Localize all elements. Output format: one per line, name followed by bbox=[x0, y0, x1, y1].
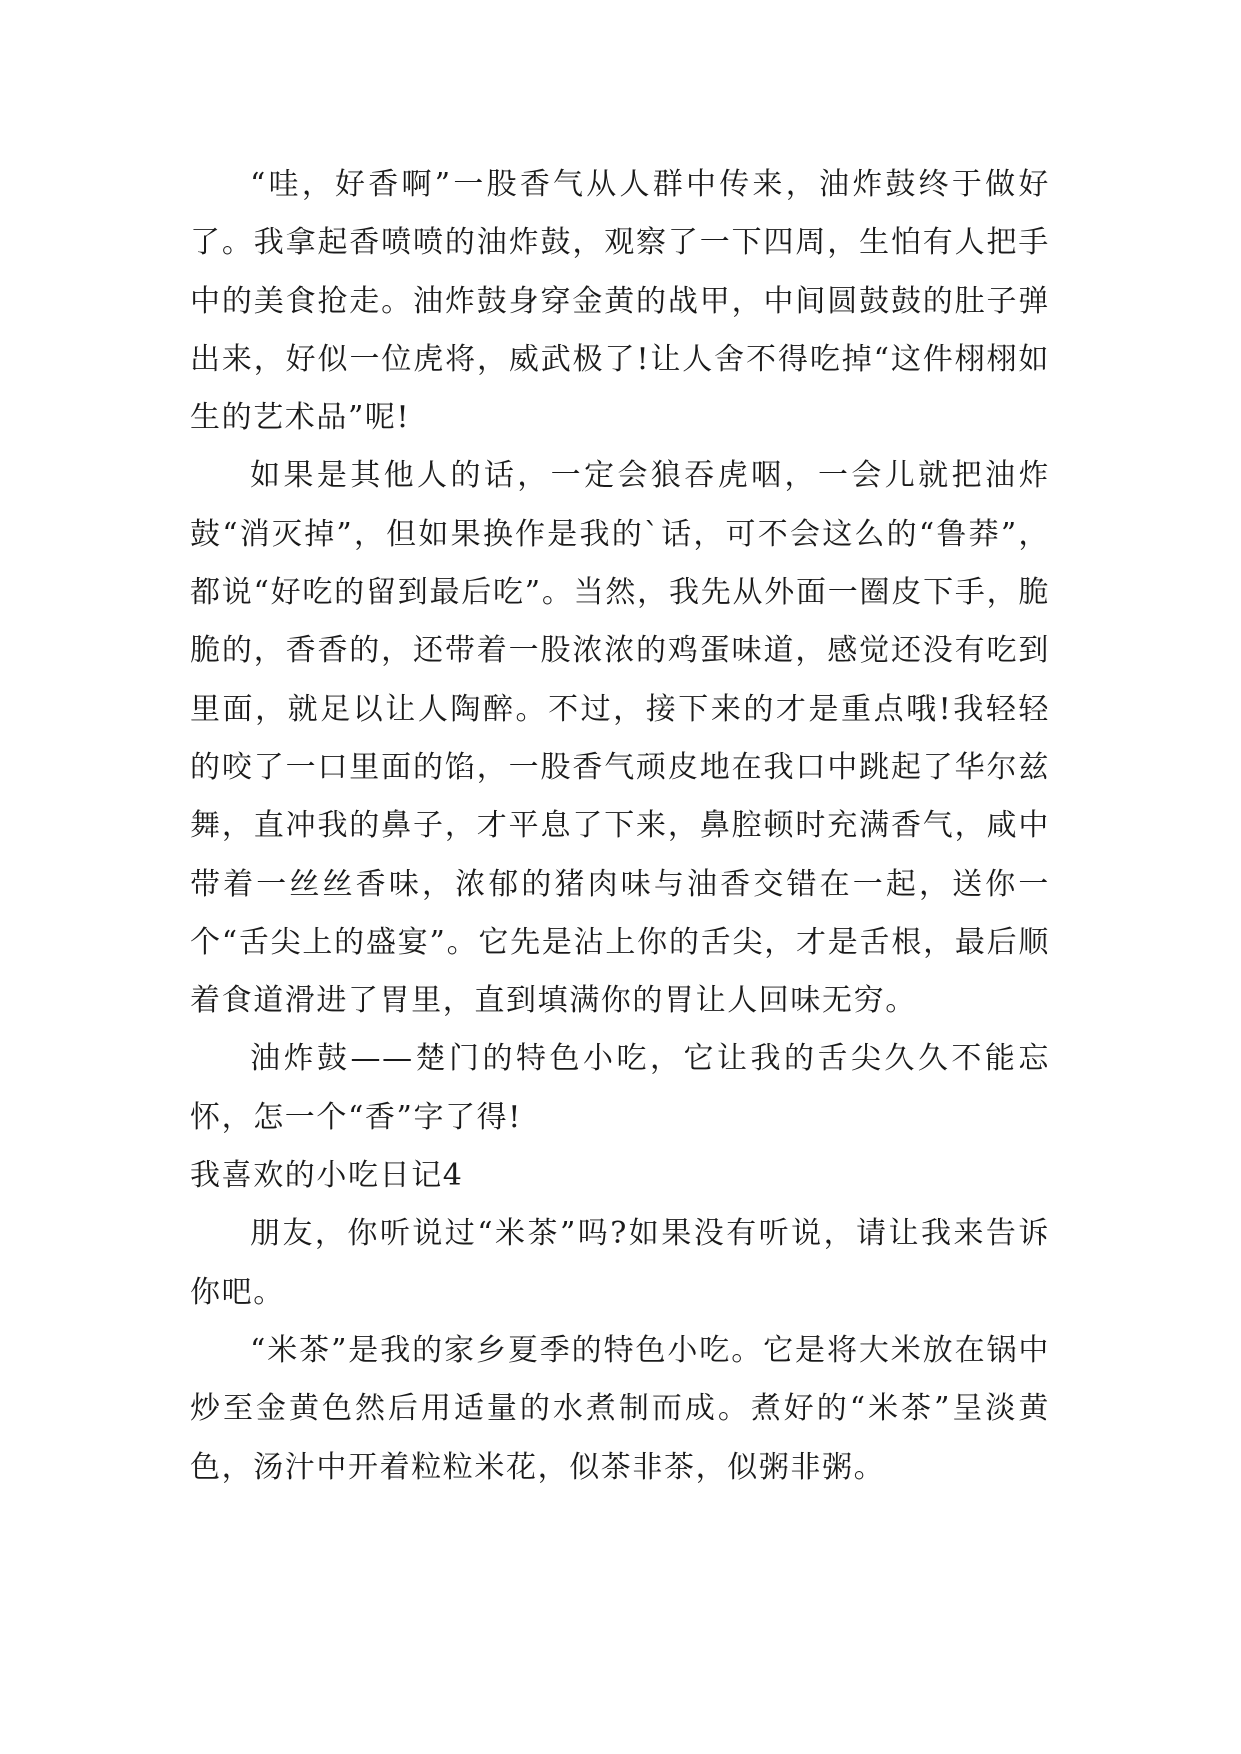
paragraph: “哇，好香啊”一股香气从人群中传来，油炸鼓终于做好了。我拿起香喷喷的油炸鼓，观察了一下四周，生怕有人把手中的美食抢走。油炸鼓身穿金黄的战甲，中间圆鼓鼓的肚子弹出来，好似一位虎将，威武极了!让人舍不得吃掉“这件栩栩如生的艺术品”呢! bbox=[190, 167, 1050, 436]
paragraph: “米茶”是我的家乡夏季的特色小吃。它是将大米放在锅中炒至金黄色然后用适量的水煮制而成。煮好的“米茶”呈淡黄色，汤汁中开着粒粒米花，似茶非茶，似粥非粥。 bbox=[190, 1332, 1050, 1485]
document-page bbox=[190, 156, 1050, 1497]
paragraph: 如果是其他人的话，一定会狼吞虎咽，一会儿就把油炸鼓“消灭掉”，但如果换作是我的`话，可不会这么的“鲁莽”，都说“好吃的留到最后吃”。当然，我先从外面一圈皮下手，脆脆的，香香的，还带着一股浓浓的鸡蛋味道，感觉还没有吃到里面，就足以让人陶醉。不过，接下来的才是重点哦!我轻轻的咬了一口里面的馅，一股香气顽皮地在我口中跳起了华尔兹舞，直冲我的鼻子，才平息了下来，鼻腔顿时充满香气，咸中带着一丝丝香味，浓郁的猪肉味与油香交错在一起，送你一个“舌尖上的盛宴”。它先是沾上你的舌尖，才是舌根，最后顺着食道滑进了胃里，直到填满你的胃让人回味无穷。 bbox=[190, 458, 1050, 1019]
paragraph: 油炸鼓——楚门的特色小吃，它让我的舌尖久久不能忘怀，怎一个“香”字了得! bbox=[190, 1041, 1050, 1135]
section-heading: 我喜欢的小吃日记4 bbox=[190, 1158, 464, 1194]
paragraph: 朋友，你听说过“米茶”吗?如果没有听说，请让我来告诉你吧。 bbox=[190, 1216, 1050, 1310]
